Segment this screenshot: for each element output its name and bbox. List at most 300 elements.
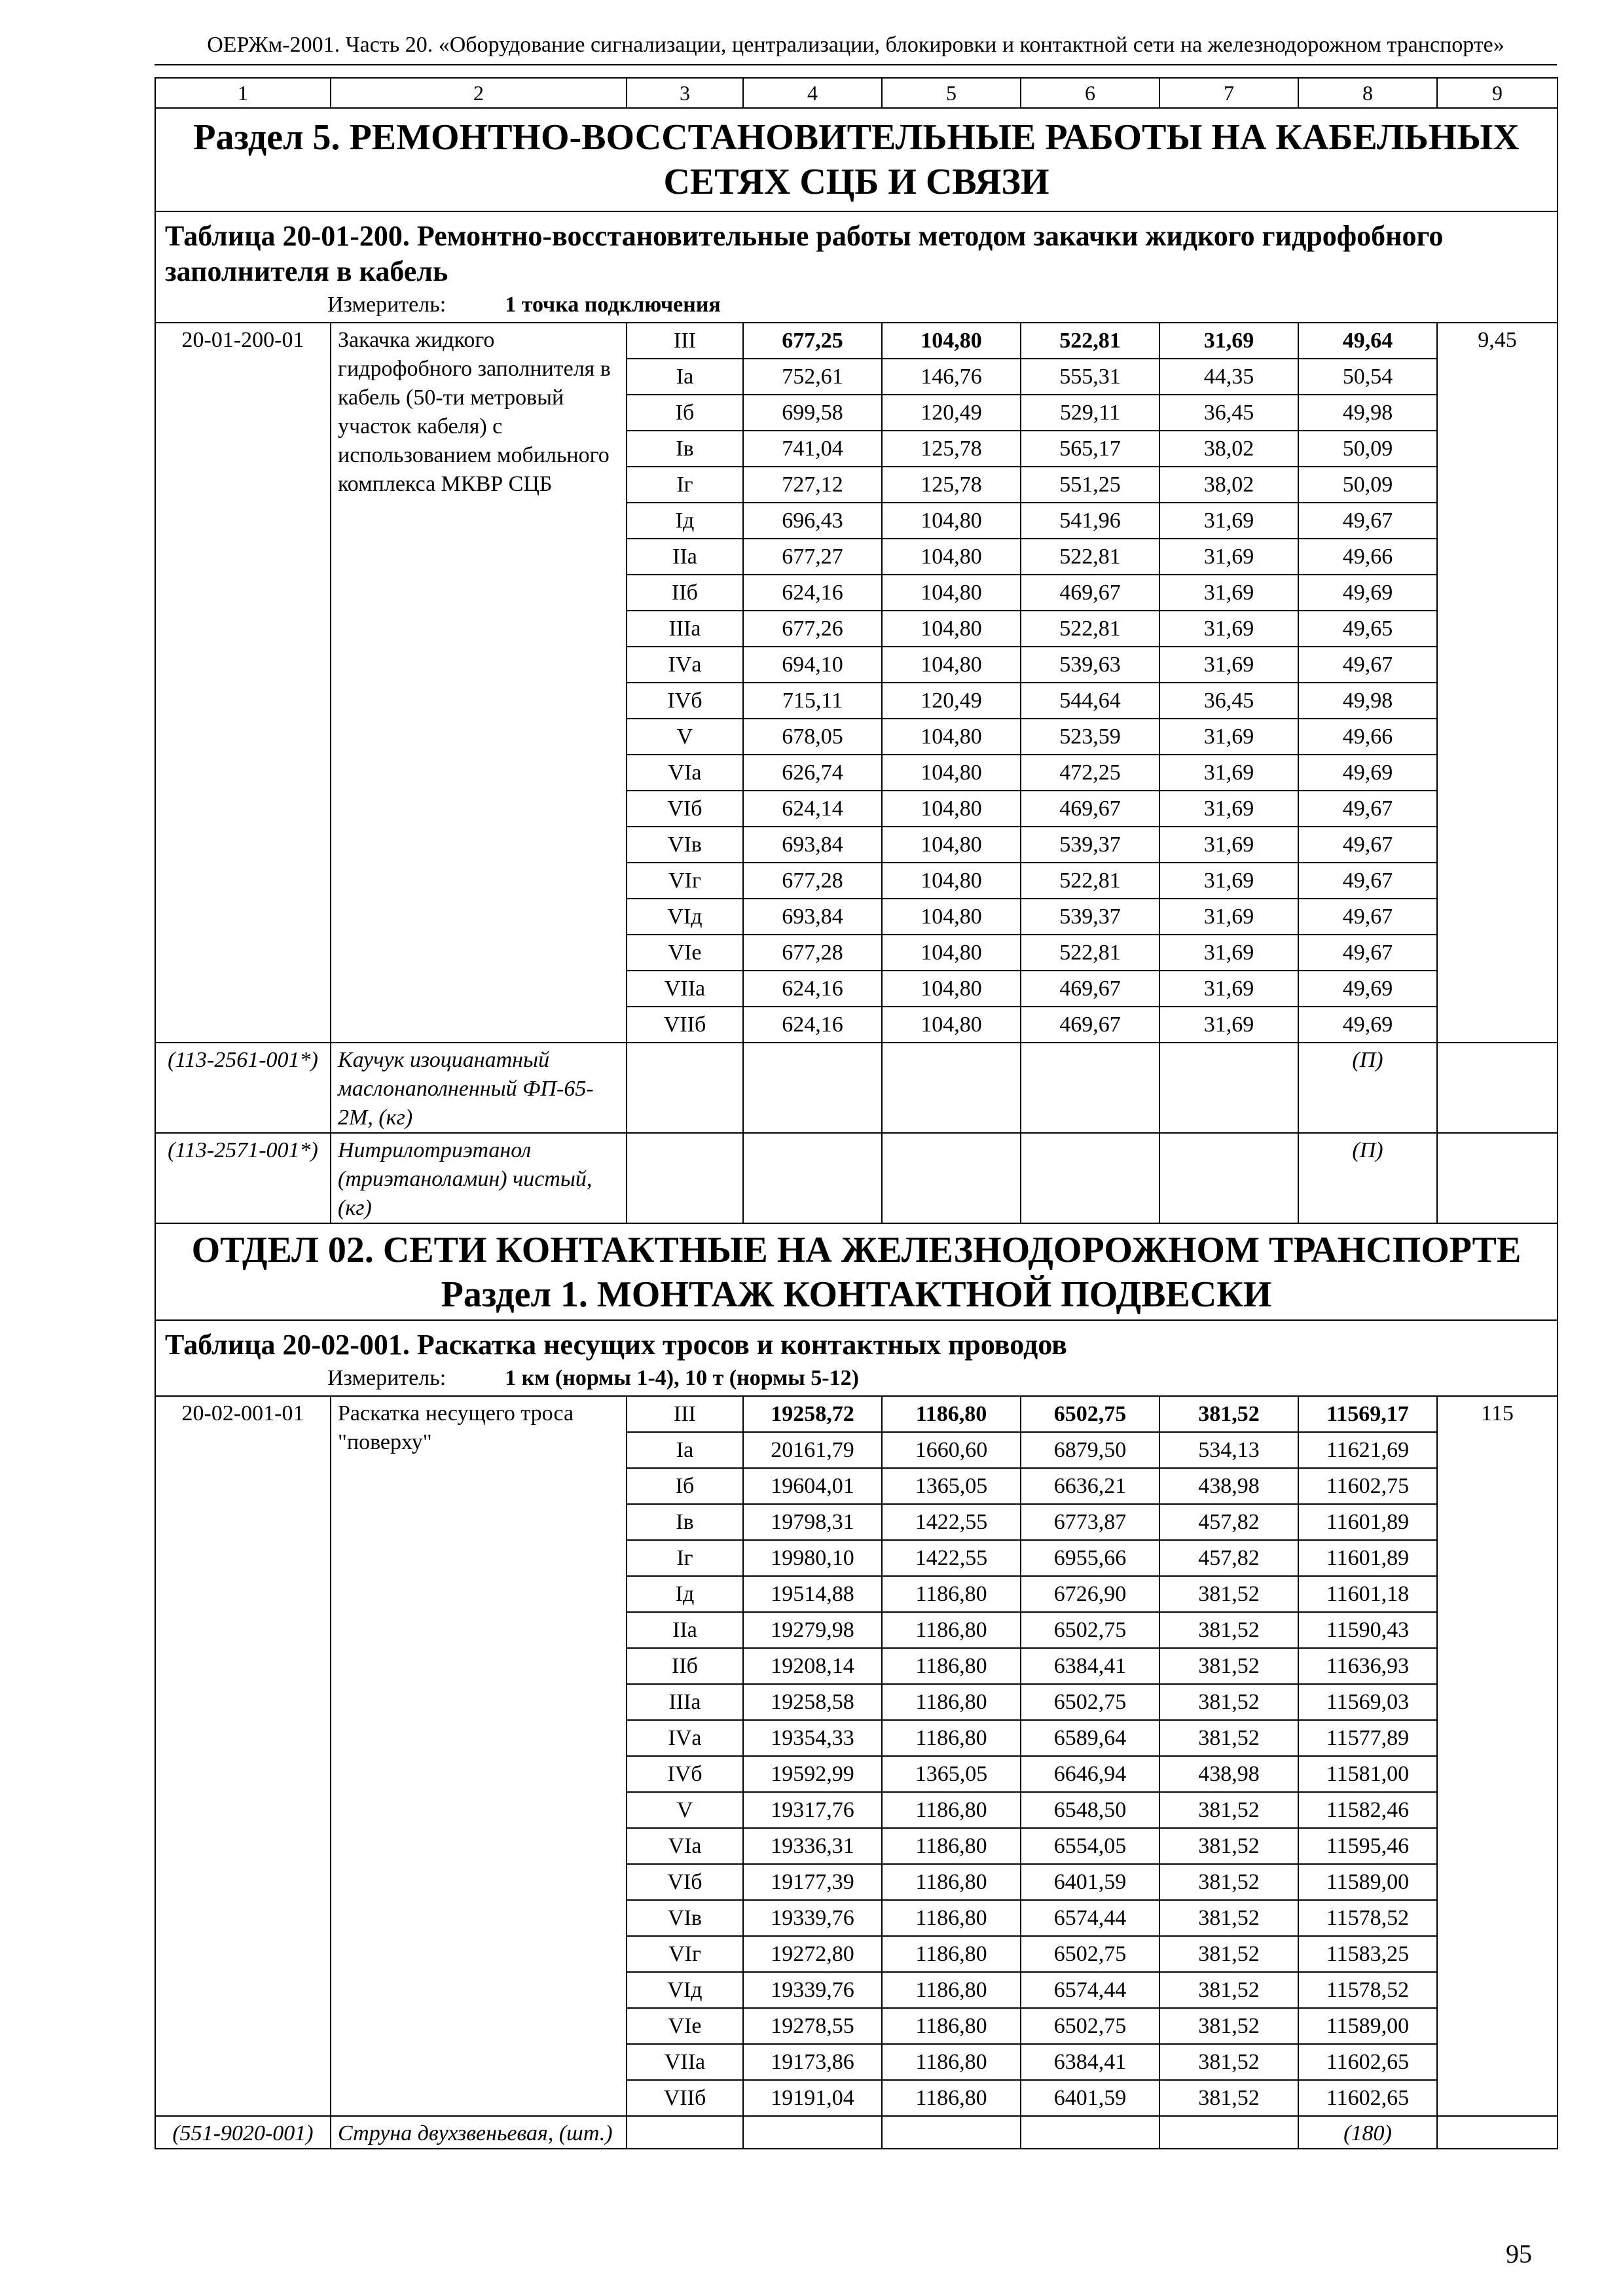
norms-table xyxy=(155,77,1558,2149)
value-cell: 49,69 xyxy=(1299,755,1436,791)
value-cell: 44,35 xyxy=(1160,359,1298,395)
value-cell: 36,45 xyxy=(1160,395,1298,431)
value-cell: 31,69 xyxy=(1160,575,1298,611)
value-cell: 539,37 xyxy=(1021,827,1159,863)
value-cell: 19208,14 xyxy=(744,1649,881,1685)
value-cell: 523,59 xyxy=(1021,719,1159,755)
col-num: 8 xyxy=(1298,78,1437,108)
measure-value: 1 точка подключения xyxy=(505,293,721,317)
value-cell: 381,52 xyxy=(1160,1973,1298,2009)
value-cell: 741,04 xyxy=(744,431,881,467)
col-9-value: 9,45 xyxy=(1437,323,1558,1043)
region-cell: V xyxy=(627,719,742,755)
value-cell: 19278,55 xyxy=(744,2009,881,2045)
value-cell: 49,98 xyxy=(1299,683,1436,719)
value-cell: 6726,90 xyxy=(1021,1577,1159,1613)
value-cell: 544,64 xyxy=(1021,683,1159,719)
value-cell: 624,16 xyxy=(744,971,881,1007)
value-cell: 626,74 xyxy=(744,755,881,791)
value-cell: 11601,89 xyxy=(1299,1505,1436,1541)
value-cell: 469,67 xyxy=(1059,1013,1121,1037)
regions-col xyxy=(627,323,743,1043)
col-num: 7 xyxy=(1159,78,1298,108)
value-cell: 19798,31 xyxy=(744,1505,881,1541)
value-cell: 381,52 xyxy=(1198,2086,1260,2110)
value-cell: 624,14 xyxy=(744,791,881,827)
table-1-caption xyxy=(155,211,1558,323)
value-cell: 50,54 xyxy=(1299,359,1436,395)
value-cell: 38,02 xyxy=(1160,431,1298,467)
col-num: 9 xyxy=(1437,78,1558,108)
material-row xyxy=(155,1043,1558,1133)
value-cell: 1186,80 xyxy=(883,1973,1020,2009)
value-cell: 104,80 xyxy=(883,899,1020,935)
region-cell: VIа xyxy=(627,755,742,791)
page-number: 95 xyxy=(1506,2239,1532,2269)
value-cell: 6401,59 xyxy=(1021,1865,1159,1901)
value-cell: 6773,87 xyxy=(1021,1505,1159,1541)
value-cell: 381,52 xyxy=(1160,1865,1298,1901)
value-cell: 1186,80 xyxy=(883,2009,1020,2045)
section-1-title: Раздел 1. МОНТАЖ КОНТАКТНОЙ ПОДВЕСКИ xyxy=(441,1274,1272,1315)
value-cell: 49,98 xyxy=(1299,395,1436,431)
value-cell: 727,12 xyxy=(744,467,881,503)
value-cell: 1186,80 xyxy=(915,2086,987,2110)
value-cell: 522,81 xyxy=(1021,935,1159,971)
value-cell: 381,52 xyxy=(1160,1613,1298,1649)
value-cell: 1365,05 xyxy=(883,1469,1020,1505)
region-cell: Iб xyxy=(627,395,742,431)
col-6-values xyxy=(1021,1396,1159,2116)
region-cell: VIв xyxy=(627,827,742,863)
material-code: (113-2571-001*) xyxy=(155,1133,331,1223)
value-cell: 19354,33 xyxy=(744,1721,881,1757)
region-cell: VIIа xyxy=(627,971,742,1007)
region-cell: IIIа xyxy=(627,1685,742,1721)
value-cell: 31,69 xyxy=(1160,935,1298,971)
material-value: (180) xyxy=(1298,2116,1437,2149)
value-cell: 677,28 xyxy=(744,863,881,899)
value-cell: 1186,80 xyxy=(883,1685,1020,1721)
region-cell: IVб xyxy=(627,683,742,719)
value-cell: 699,58 xyxy=(744,395,881,431)
value-cell: 539,63 xyxy=(1021,647,1159,683)
region-cell: Iд xyxy=(627,503,742,539)
value-cell: 11590,43 xyxy=(1299,1613,1436,1649)
value-cell: 49,67 xyxy=(1299,503,1436,539)
table-2-title: Таблица 20-02-001. Раскатка несущих тросов и контактных проводов xyxy=(165,1329,1067,1361)
value-cell: 539,37 xyxy=(1021,899,1159,935)
value-cell: 1186,80 xyxy=(883,1577,1020,1613)
material-code: (551-9020-001) xyxy=(155,2116,331,2149)
value-cell: 6401,59 xyxy=(1053,2086,1127,2110)
value-cell: 1186,80 xyxy=(883,2045,1020,2081)
value-cell: 104,80 xyxy=(883,935,1020,971)
value-cell: 31,69 xyxy=(1160,899,1298,935)
value-cell: 1186,80 xyxy=(883,1829,1020,1865)
region-cell: Iв xyxy=(627,431,742,467)
value-cell: 19173,86 xyxy=(744,2045,881,2081)
value-cell: 6384,41 xyxy=(1021,1649,1159,1685)
region-cell: IIб xyxy=(627,1649,742,1685)
value-cell: 120,49 xyxy=(883,683,1020,719)
value-cell: 677,27 xyxy=(744,539,881,575)
value-cell: 31,69 xyxy=(1160,611,1298,647)
value-cell: 104,80 xyxy=(883,539,1020,575)
value-cell: 541,96 xyxy=(1021,503,1159,539)
value-cell: 6574,44 xyxy=(1021,1973,1159,2009)
value-cell: 469,67 xyxy=(1021,791,1159,827)
region-cell: VIе xyxy=(627,935,742,971)
value-cell: 20161,79 xyxy=(744,1433,881,1469)
value-cell: 529,11 xyxy=(1021,395,1159,431)
value-cell: 19592,99 xyxy=(744,1757,881,1793)
value-cell: 6548,50 xyxy=(1021,1793,1159,1829)
col-num: 1 xyxy=(155,78,331,108)
col-8-values xyxy=(1298,1396,1437,2116)
region-cell: Iг xyxy=(627,467,742,503)
value-cell: 11581,00 xyxy=(1299,1757,1436,1793)
region-cell: IVб xyxy=(627,1757,742,1793)
col-6-values xyxy=(1021,323,1159,1043)
value-cell: 49,67 xyxy=(1299,827,1436,863)
value-cell: 11583,25 xyxy=(1299,1937,1436,1973)
column-number-row xyxy=(155,78,1558,108)
region-cell: III xyxy=(627,323,742,359)
table-1-data-row xyxy=(155,323,1558,1043)
value-cell: 49,67 xyxy=(1299,899,1436,935)
material-value: (П) xyxy=(1298,1133,1437,1223)
value-cell: 381,52 xyxy=(1160,1829,1298,1865)
department-block xyxy=(155,1223,1558,1320)
value-cell: 31,69 xyxy=(1160,647,1298,683)
col-5-values xyxy=(882,1396,1021,2116)
region-cell: Iа xyxy=(627,359,742,395)
value-cell: 104,80 xyxy=(883,755,1020,791)
value-cell: 49,66 xyxy=(1299,719,1436,755)
col-num: 6 xyxy=(1021,78,1159,108)
region-cell: IVа xyxy=(627,1721,742,1757)
col-4-values xyxy=(743,323,882,1043)
value-cell: 472,25 xyxy=(1021,755,1159,791)
value-cell: 19514,88 xyxy=(744,1577,881,1613)
value-cell: 19339,76 xyxy=(744,1973,881,2009)
value-cell: 49,69 xyxy=(1342,1013,1393,1037)
value-cell: 11582,46 xyxy=(1299,1793,1436,1829)
value-cell: 6502,75 xyxy=(1021,1685,1159,1721)
value-cell: 678,05 xyxy=(744,719,881,755)
value-cell: 6502,75 xyxy=(1021,1613,1159,1649)
col-num: 5 xyxy=(882,78,1021,108)
value-cell: 11569,17 xyxy=(1299,1397,1436,1433)
value-cell: 11595,46 xyxy=(1299,1829,1436,1865)
value-cell: 1660,60 xyxy=(883,1433,1020,1469)
region-cell: VIб xyxy=(627,1865,742,1901)
col-9-value: 115 xyxy=(1437,1396,1558,2116)
value-cell: 19191,04 xyxy=(771,2086,854,2110)
col-7-values xyxy=(1159,1396,1298,2116)
value-cell: 49,65 xyxy=(1299,611,1436,647)
value-cell: 19317,76 xyxy=(744,1793,881,1829)
norm-code: 20-01-200-01 xyxy=(155,323,331,1043)
value-cell: 381,52 xyxy=(1160,1721,1298,1757)
value-cell: 11578,52 xyxy=(1299,1973,1436,2009)
value-cell: 6879,50 xyxy=(1021,1433,1159,1469)
table-2-data-row xyxy=(155,1396,1558,2116)
value-cell: 6636,21 xyxy=(1021,1469,1159,1505)
header-rule xyxy=(155,64,1557,65)
region-cell: Iд xyxy=(627,1577,742,1613)
value-cell: 104,80 xyxy=(883,503,1020,539)
norm-name: Закачка жидкого гидрофобного заполнителя в кабель (50-ти метровый участок кабеля) с использованием мобильного комплекса МКВР СЦБ xyxy=(331,323,627,1043)
region-cell: VIб xyxy=(627,791,742,827)
value-cell: 381,52 xyxy=(1160,1793,1298,1829)
value-cell: 31,69 xyxy=(1160,323,1298,359)
value-cell: 104,80 xyxy=(883,791,1020,827)
col-4-values xyxy=(743,1396,882,2116)
norm-name: Раскатка несущего троса "поверху" xyxy=(331,1396,627,2116)
value-cell: 438,98 xyxy=(1160,1757,1298,1793)
value-cell: 31,69 xyxy=(1160,539,1298,575)
value-cell: 19980,10 xyxy=(744,1541,881,1577)
value-cell: 694,10 xyxy=(744,647,881,683)
material-value: (П) xyxy=(1298,1043,1437,1133)
value-cell: 19604,01 xyxy=(744,1469,881,1505)
department-title: ОТДЕЛ 02. СЕТИ КОНТАКТНЫЕ НА ЖЕЛЕЗНОДОРОЖНОМ ТРАНСПОРТЕ xyxy=(191,1230,1522,1270)
region-cell: Iг xyxy=(627,1541,742,1577)
value-cell: 381,52 xyxy=(1160,1649,1298,1685)
value-cell: 522,81 xyxy=(1021,863,1159,899)
running-header: ОЕРЖм-2001. Часть 20. «Оборудование сигнализации, централизации, блокировки и контактной сети на железнодорожном транспорте» xyxy=(207,33,1504,57)
value-cell: 522,81 xyxy=(1021,611,1159,647)
value-cell: 104,80 xyxy=(921,1013,982,1037)
value-cell: 696,43 xyxy=(744,503,881,539)
value-cell: 677,26 xyxy=(744,611,881,647)
value-cell: 624,16 xyxy=(782,1013,843,1037)
region-cell: IIIа xyxy=(627,611,742,647)
value-cell: 6955,66 xyxy=(1021,1541,1159,1577)
value-cell: 19272,80 xyxy=(744,1937,881,1973)
value-cell: 6574,44 xyxy=(1021,1901,1159,1937)
value-cell: 1186,80 xyxy=(883,1613,1020,1649)
value-cell: 1365,05 xyxy=(883,1757,1020,1793)
value-cell: 49,67 xyxy=(1299,647,1436,683)
value-cell: 19258,58 xyxy=(744,1685,881,1721)
value-cell: 49,64 xyxy=(1299,323,1436,359)
value-cell: 1186,80 xyxy=(883,1901,1020,1937)
value-cell: 19258,72 xyxy=(744,1397,881,1433)
value-cell: 381,52 xyxy=(1160,1685,1298,1721)
col-num: 4 xyxy=(743,78,882,108)
value-cell: 11589,00 xyxy=(1299,2009,1436,2045)
value-cell: 11602,65 xyxy=(1326,2086,1410,2110)
value-cell: 693,84 xyxy=(744,899,881,935)
value-cell: 19336,31 xyxy=(744,1829,881,1865)
region-cell: VIе xyxy=(627,2009,742,2045)
region-cell: Iв xyxy=(627,1505,742,1541)
region-cell: III xyxy=(627,1397,742,1433)
value-cell: 551,25 xyxy=(1021,467,1159,503)
value-cell: 11601,18 xyxy=(1299,1577,1436,1613)
value-cell: 1186,80 xyxy=(883,1937,1020,1973)
value-cell: 11578,52 xyxy=(1299,1901,1436,1937)
region-cell: VIв xyxy=(627,1901,742,1937)
value-cell: 565,17 xyxy=(1021,431,1159,467)
region-cell: VIIб xyxy=(663,1013,706,1037)
region-cell: IVа xyxy=(627,647,742,683)
value-cell: 6646,94 xyxy=(1021,1757,1159,1793)
regions-col xyxy=(627,1396,743,2116)
value-cell: 104,80 xyxy=(883,575,1020,611)
value-cell: 11602,65 xyxy=(1299,2045,1436,2081)
value-cell: 715,11 xyxy=(744,683,881,719)
value-cell: 457,82 xyxy=(1160,1505,1298,1541)
value-cell: 31,69 xyxy=(1203,1013,1254,1037)
region-cell: VIд xyxy=(627,899,742,935)
value-cell: 31,69 xyxy=(1160,791,1298,827)
region-cell: VIд xyxy=(627,1973,742,2009)
measure-label: Измеритель: xyxy=(327,1366,447,1390)
value-cell: 49,67 xyxy=(1299,863,1436,899)
col-5-values xyxy=(882,323,1021,1043)
value-cell: 6502,75 xyxy=(1021,1937,1159,1973)
region-cell: Iб xyxy=(627,1469,742,1505)
material-name: Каучук изоцианатный маслонаполненный ФП-65-2М, (кг) xyxy=(331,1043,627,1133)
value-cell: 11602,75 xyxy=(1299,1469,1436,1505)
value-cell: 50,09 xyxy=(1299,467,1436,503)
region-cell: VIIб xyxy=(663,2086,706,2110)
measure-label: Измеритель: xyxy=(327,293,447,317)
value-cell: 11569,03 xyxy=(1299,1685,1436,1721)
value-cell: 125,78 xyxy=(883,467,1020,503)
region-cell: V xyxy=(627,1793,742,1829)
value-cell: 104,80 xyxy=(883,827,1020,863)
value-cell: 104,80 xyxy=(883,971,1020,1007)
table-1-title: Таблица 20-01-200. Ремонтно-восстановительные работы методом закачки жидкого гидрофобного заполнителя в кабель xyxy=(165,220,1444,287)
value-cell: 49,69 xyxy=(1299,971,1436,1007)
table-1-measure xyxy=(156,289,1557,322)
value-cell: 381,52 xyxy=(1160,1397,1298,1433)
material-name: Нитрилотриэтанол (триэтаноламин) чистый, (кг) xyxy=(331,1133,627,1223)
col-num: 2 xyxy=(331,78,627,108)
value-cell: 104,80 xyxy=(883,863,1020,899)
value-cell: 381,52 xyxy=(1160,2009,1298,2045)
table-2-measure xyxy=(156,1363,1557,1395)
value-cell: 555,31 xyxy=(1021,359,1159,395)
value-cell: 19339,76 xyxy=(744,1901,881,1937)
value-cell: 31,69 xyxy=(1160,971,1298,1007)
value-cell: 534,13 xyxy=(1160,1433,1298,1469)
value-cell: 104,80 xyxy=(883,611,1020,647)
region-cell: VIIа xyxy=(627,2045,742,2081)
value-cell: 11636,93 xyxy=(1299,1649,1436,1685)
region-cell: VIа xyxy=(627,1829,742,1865)
value-cell: 11601,89 xyxy=(1299,1541,1436,1577)
value-cell: 125,78 xyxy=(883,431,1020,467)
value-cell: 522,81 xyxy=(1021,539,1159,575)
value-cell: 19177,39 xyxy=(744,1865,881,1901)
region-cell: IIб xyxy=(627,575,742,611)
value-cell: 19279,98 xyxy=(744,1613,881,1649)
value-cell: 120,49 xyxy=(883,395,1020,431)
value-cell: 6502,75 xyxy=(1021,1397,1159,1433)
section-5-title: Раздел 5. РЕМОНТНО-ВОССТАНОВИТЕЛЬНЫЕ РАБОТЫ НА КАБЕЛЬНЫХ СЕТЯХ СЦБ И СВЯЗИ xyxy=(155,108,1558,211)
value-cell: 49,66 xyxy=(1299,539,1436,575)
material-row xyxy=(155,1133,1558,1223)
value-cell: 1186,80 xyxy=(883,1865,1020,1901)
region-cell: Iа xyxy=(627,1433,742,1469)
value-cell: 381,52 xyxy=(1160,1901,1298,1937)
value-cell: 31,69 xyxy=(1160,503,1298,539)
norm-code: 20-02-001-01 xyxy=(155,1396,331,2116)
value-cell: 381,52 xyxy=(1160,1577,1298,1613)
value-cell: 49,69 xyxy=(1299,575,1436,611)
value-cell: 104,80 xyxy=(883,323,1020,359)
value-cell: 469,67 xyxy=(1021,971,1159,1007)
value-cell: 469,67 xyxy=(1021,575,1159,611)
value-cell: 50,09 xyxy=(1299,431,1436,467)
measure-value: 1 км (нормы 1-4), 10 т (нормы 5-12) xyxy=(505,1366,859,1390)
region-cell: VIг xyxy=(627,863,742,899)
value-cell: 1422,55 xyxy=(883,1505,1020,1541)
material-code: (113-2561-001*) xyxy=(155,1043,331,1133)
value-cell: 104,80 xyxy=(883,719,1020,755)
value-cell: 381,52 xyxy=(1160,1937,1298,1973)
col-8-values xyxy=(1298,323,1437,1043)
region-cell: VIг xyxy=(627,1937,742,1973)
value-cell: 11589,00 xyxy=(1299,1865,1436,1901)
value-cell: 752,61 xyxy=(744,359,881,395)
value-cell: 1186,80 xyxy=(883,1649,1020,1685)
value-cell: 104,80 xyxy=(883,647,1020,683)
value-cell: 146,76 xyxy=(883,359,1020,395)
value-cell: 1186,80 xyxy=(883,1397,1020,1433)
value-cell: 1186,80 xyxy=(883,1793,1020,1829)
value-cell: 693,84 xyxy=(744,827,881,863)
value-cell: 6554,05 xyxy=(1021,1829,1159,1865)
value-cell: 6502,75 xyxy=(1021,2009,1159,2045)
value-cell: 6384,41 xyxy=(1021,2045,1159,2081)
value-cell: 38,02 xyxy=(1160,467,1298,503)
value-cell: 36,45 xyxy=(1160,683,1298,719)
table-2-caption xyxy=(155,1320,1558,1396)
value-cell: 31,69 xyxy=(1160,827,1298,863)
value-cell: 624,16 xyxy=(744,575,881,611)
value-cell: 49,67 xyxy=(1299,791,1436,827)
value-cell: 11621,69 xyxy=(1299,1433,1436,1469)
value-cell: 31,69 xyxy=(1160,863,1298,899)
value-cell: 11577,89 xyxy=(1299,1721,1436,1757)
value-cell: 31,69 xyxy=(1160,755,1298,791)
value-cell: 6589,64 xyxy=(1021,1721,1159,1757)
value-cell: 438,98 xyxy=(1160,1469,1298,1505)
material-row xyxy=(155,2116,1558,2149)
value-cell: 381,52 xyxy=(1160,2045,1298,2081)
value-cell: 31,69 xyxy=(1160,719,1298,755)
col-num: 3 xyxy=(627,78,743,108)
value-cell: 1422,55 xyxy=(883,1541,1020,1577)
value-cell: 457,82 xyxy=(1160,1541,1298,1577)
value-cell: 522,81 xyxy=(1021,323,1159,359)
value-cell: 677,28 xyxy=(744,935,881,971)
material-name: Струна двухзвеньевая, (шт.) xyxy=(331,2116,627,2149)
value-cell: 1186,80 xyxy=(883,1721,1020,1757)
value-cell: 49,67 xyxy=(1299,935,1436,971)
region-cell: IIа xyxy=(627,1613,742,1649)
value-cell: 677,25 xyxy=(744,323,881,359)
region-cell: IIа xyxy=(627,539,742,575)
col-7-values xyxy=(1159,323,1298,1043)
